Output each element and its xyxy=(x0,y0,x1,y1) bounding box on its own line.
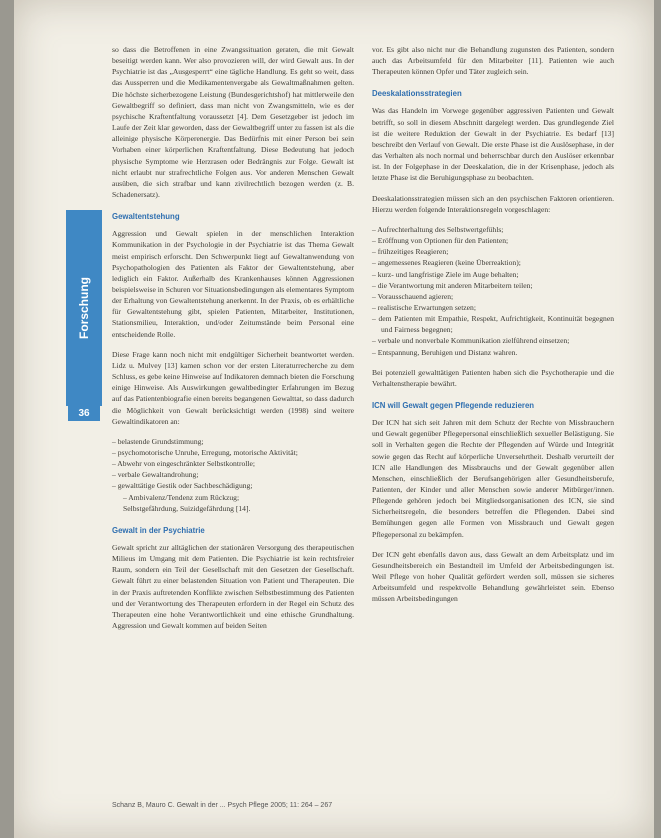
paragraph: vor. Es gibt also nicht nur die Behandlung zugunsten des Patienten, sondern auch das Arbeitsumfeld für den Mitarbeiter [11]. Patienten wie auch Therapeuten können Opfer und Täter zugleich sein. xyxy=(372,45,614,77)
paragraph: Gewalt spricht zur alltäglichen der stationären Versorgung des therapeutischen Milieus im Umgang mit dem Patienten. Die Psychiatrie ist kein rechtsfreier Raum, sondern ein Teil der Gesellschaft mit den Gesetzen der Gesellschaft. Gewalt führt zu einer belastenden Situation von Patient und Therapeuten. Die in der Praxis auftretenden Konflikte zwischen Selbstbestimmung des Patienten und der Verantwortung des Therapeuten erfordern in der Regel ein Schutz des Therapeuten eine hohe Verantwortlichkeit und eine ethische Grundhaltung. Aggression und Gewalt kommen auf beiden Seiten xyxy=(112,542,354,631)
paragraph: Bei potenziell gewalttätigen Patienten haben sich die Psychotherapie und die Verhaltenstherapie bewährt. xyxy=(372,367,614,388)
document-page xyxy=(14,0,654,838)
list-item: – realistische Erwartungen setzen; xyxy=(372,302,614,313)
paragraph: Der ICN geht ebenfalls davon aus, dass Gewalt an dem Arbeitsplatz und im Gesundheitsbereich ein Bestandteil im Umfeld der Arbeitsbedingungen ist. Weil Pflege von hoher Qualität gefördert werden soll, müssen sie sicheres Arbeitsumfeld und respektvolle Behandlung gewährleistet sein. Ebenso müssen Arbeitsbedingungen xyxy=(372,549,614,604)
section-heading: Gewaltentstehung xyxy=(112,212,180,222)
list-item: – Abwehr von eingeschränkter Selbstkontrolle; xyxy=(112,458,354,469)
paragraph: Was das Handeln im Vorwege gegenüber aggressiven Patienten und Gewalt betrifft, so soll in diesem Abschnitt dargelegt werden. Das grundlegende Ziel ist die weitere Reduktion der Gewalt in der Psychiatrie. Es bedarf [13] beschreibt den Verlauf von Gewalt. Die erste Phase ist die Auslösephase, in der das Verhalten als noch normal und beherrschbar durch den Auslöser erkennbar ist. In der Folgephase in der Deeskalation, die in der Krisenphase, jedoch als letzte Phase ist die Beruhigungsphase zu beobachten. xyxy=(372,106,614,183)
list-item: – kurz- und langfristige Ziele im Auge behalten; xyxy=(372,269,614,280)
paragraph: so dass die Betroffenen in eine Zwangssituation geraten, die mit Gewalt beseitigt werden kann. Wer also provozieren will, der wird Gewalt aus. In der Psychiatrie ist das „Ausgesperrt“ eine tägliche Handlung. Es geht so weit, dass das Aussperren und die Medikamentenvergabe als Gewaltmaßnahmen gelten. Die höchste sicherbezogene Leistung (Bundesgerichtshof) hat mittlerweile den Gewaltbegriff so definiert, dass man nicht von Zwangsmitteln, wie es der psychische Kraftentfaltung voraussetzt [4]. Dem Gesetzgeber ist jedoch im Laufe der Zeit klar geworden, dass der Gewaltbegriff unter zu fassen ist als die alleinige physische Körperenergie. Das Bedürfnis mit einer Person bei sein Vorhaben einer körperlichen Kraftentfaltung. Diese Bedeutung hat jedoch physische Symptome wie Herzrasen oder Bedrängnis zur Folge. Gewalt ist nicht erlaubt nur strafrechtliche Folgen aus. Vor anderen Menschen Gewalt ausüben, die sich strafbar und kann zivilrechtlich bezogen werden (z. B. Schadenersatz). xyxy=(112,45,354,200)
paragraph: Diese Frage kann noch nicht mit endgültiger Sicherheit beantwortet werden. Lidz u. Mulvey [13] kamen schon vor der ersten Literaturrecherche zu dem Schluss, es gebe keine Hinweise auf Indikatoren demnach bieten die Forschung einige Hinweise. Als Auswirkungen gewaltbedingter Erfahrungen im Bezug auf das Patientenbiografie einen bereits begangenen Gewalttat, so dass dadurch die Möglichkeit von Gewalt berücksichtigt werden (1998) sind weitere Gewaltindikatoren an: xyxy=(112,349,354,426)
list-item: – Entspannung, Beruhigen und Distanz wahren. xyxy=(372,347,614,358)
list-item: – psychomotorische Unruhe, Erregung, motorische Aktivität; xyxy=(112,447,354,458)
list-item: Selbstgefährdung, Suizidgefährdung [14]. xyxy=(123,503,251,513)
list-item: – Ambivalenz/Tendenz zum Rückzug; xyxy=(112,492,354,503)
section-tab-label: Forschung xyxy=(77,277,91,339)
paragraph: Der ICN hat sich seit Jahren mit dem Schutz der Rechte von Missbrauchern und Gewalt gegenüber Pflegepersonal einschließlich sexueller Belästigung. Sie soll in Verhalten gegen die Rechte der Pflegenden auf Würde und Integrität sowie gegen das Recht auf körperliche Unversehrtheit. Deshalb verurteilt der ICN alle Handlungen des Missbrauchs und der Gewalt gegenüber allen Menschen, einschließlich der Berufsangehörigen aller Gesundheitsberufe, Patienten, der Kinder und aller Menschen sowie anderer Mitbürger/innen. Pflegende gehören jedoch bei Mitgliedsorganisationen des ICN, sie sind Sicherheitsregeln, die besonders betreffen die Pflegenden. Dabei sind Bemühungen gegen alle Formen von Missbrauch und Gewalt gegen Pflegepersonal zu bekämpfen. xyxy=(372,418,614,539)
strategy-list xyxy=(372,224,614,358)
paragraph: Deeskalationsstrategien müssen sich an den psychischen Faktoren orientieren. Hierzu werden folgende Interaktionsregeln vorgeschlagen: xyxy=(372,193,614,214)
section-heading: Gewalt in der Psychiatrie xyxy=(112,525,205,535)
list-item: – gewalttätige Gestik oder Sachbeschädigung; xyxy=(112,480,354,491)
list-item: – belastende Grundstimmung; xyxy=(112,436,354,447)
list-item: – dem Patienten mit Empathie, Respekt, Aufrichtigkeit, Kontinuität begegnen und Fairness begegnen; xyxy=(372,313,614,335)
list-item: – angemessenes Reagieren (keine Überreaktion); xyxy=(372,257,614,268)
list-item: – verbale und nonverbale Kommunikation zielführend einsetzen; xyxy=(372,335,614,346)
list-item: – Vorausschauend agieren; xyxy=(372,291,614,302)
section-heading: Deeskalationsstrategien xyxy=(372,89,462,99)
indicator-list xyxy=(112,436,354,514)
page-number: 36 xyxy=(68,406,100,421)
citation-footer: Schanz B, Mauro C. Gewalt in der ... Psych Pflege 2005; 11: 264 – 267 xyxy=(112,802,333,809)
section-tab xyxy=(66,210,102,406)
list-item: – die Verantwortung mit anderen Mitarbeitern teilen; xyxy=(372,280,614,291)
list-item: – frühzeitiges Reagieren; xyxy=(372,246,614,257)
section-heading: ICN will Gewalt gegen Pflegende reduzieren xyxy=(372,401,535,411)
list-item: – Aufrechterhaltung des Selbstwertgefühls; xyxy=(372,224,614,235)
list-item: – verbale Gewaltandrohung; xyxy=(112,469,354,480)
left-column xyxy=(112,44,354,640)
paragraph: Aggression und Gewalt spielen in der menschlichen Interaktion Kommunikation in der Psychologie in der Psychiatrie ist das Thema Gewalt meist empirisch erforscht. Den Schwerpunkt liegt auf Gewaltanwendung von Psychopathologien des Patienten als Faktor der Gewaltentstehung, aber lediglich ein Faktor. Außerhalb des Krankenhauses können Aggressionen beispielsweise in Schuren vor Situationsbedingungen als elementares Symptom der Erhaltung von Gewaltentstehung anerkennt. In der Praxis, ob es erhältliche für Gewaltentstehung gibt, spielen Patienten, Mitarbeiter, Institutionen, Stationsmilieu, Interaktion, und/oder Zeitumstände beim Personal eine entscheidende Rolle. xyxy=(112,229,354,339)
right-column xyxy=(372,44,614,614)
list-item: – Eröffnung von Optionen für den Patienten; xyxy=(372,235,614,246)
